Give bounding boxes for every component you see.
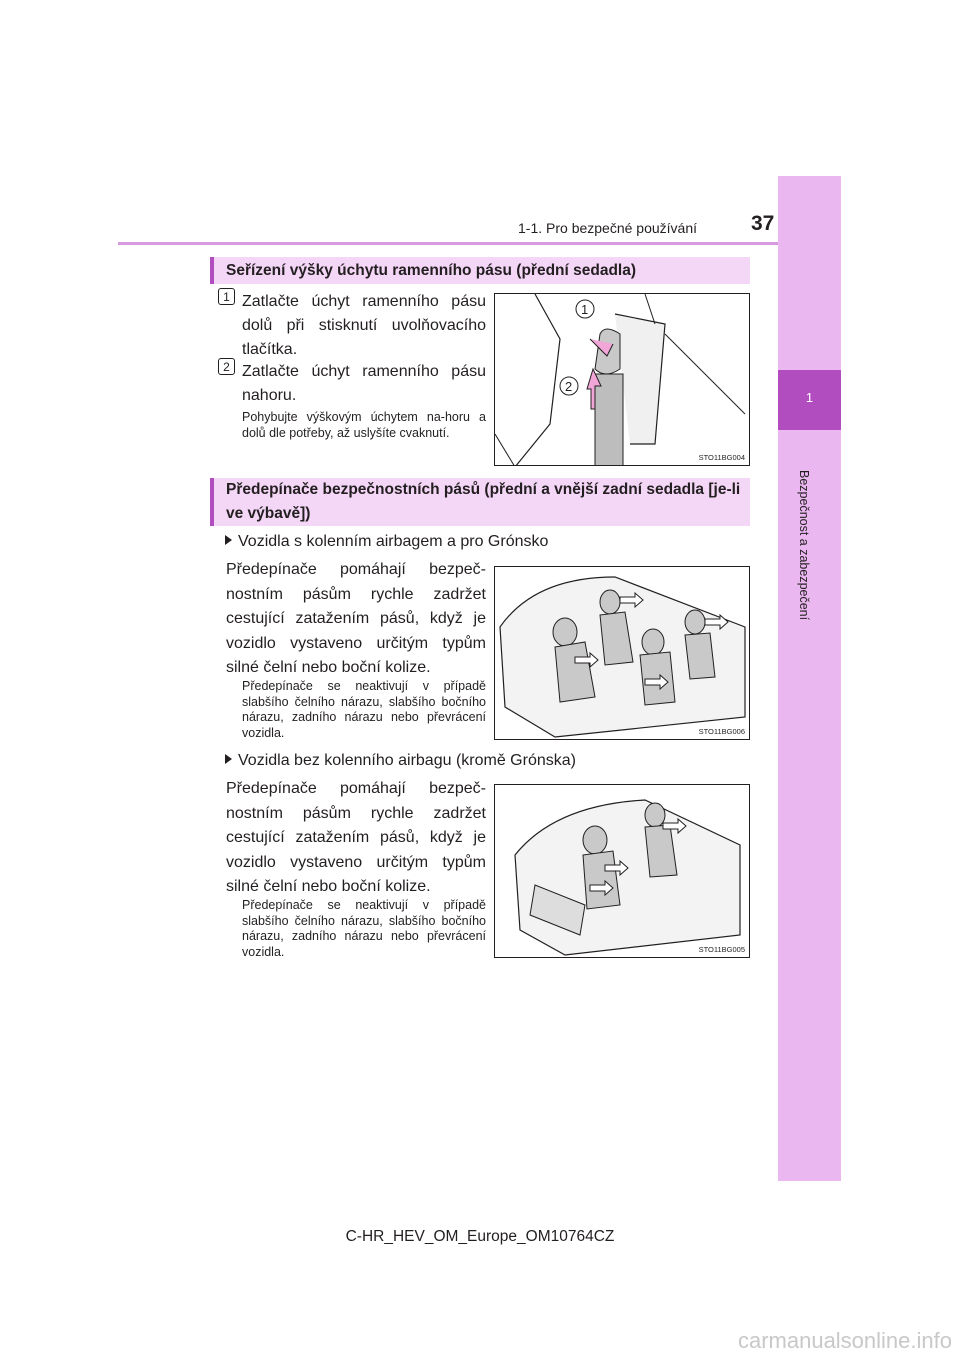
section-title: 1-1. Pro bezpečné používání xyxy=(518,220,698,236)
pretensioner-note-1: Předepínače se neaktivují v případě slabšího čelního nárazu, slabšího bočního nárazu, zadního nárazu nebo převrácení vozidla. xyxy=(242,679,486,740)
watermark: carmanualsonline.info xyxy=(737,1328,952,1353)
chapter-label: Bezpečnost a zabezpečení xyxy=(797,470,811,621)
step-2-note: Pohybujte výškovým úchytem na-horu a dolů dle potřeby, až uslyšíte cvaknutí. xyxy=(242,410,486,440)
pretensioner-text-1: Předepínače pomáhají bezpeč-nostním pásům rychle zadržet cestující zatažením pásů, když je vozidlo vystaveno určitým typům silné čelní nebo boční kolize. xyxy=(226,561,486,676)
figure-pretensioner-knee-airbag xyxy=(494,566,750,740)
step-1-marker: 1 xyxy=(218,288,235,305)
pretensioner-text-2: Předepínače pomáhají bezpeč-nostním pásům rychle zadržet cestující zatažením pásů, když je vozidlo vystaveno určitým typům silné čelní nebo boční kolize. xyxy=(226,780,486,895)
header-rule xyxy=(118,242,778,245)
bullet-knee-airbag-text: Vozidla s kolenním airbagem a pro Grónsko xyxy=(238,533,549,550)
figure-code-1: STO11BG004 xyxy=(698,453,745,462)
bullet-no-knee-airbag xyxy=(225,752,576,770)
step-2-marker: 2 xyxy=(218,358,235,375)
shoulder-anchor-illustration xyxy=(495,294,750,466)
callout-2: 2 xyxy=(565,379,573,394)
bullet-no-knee-airbag-text: Vozidla bez kolenního airbagu (kromě Grónska) xyxy=(238,752,576,769)
callout-1: 1 xyxy=(581,302,589,317)
chapter-number: 1 xyxy=(805,390,814,405)
triangle-bullet-icon xyxy=(225,754,232,764)
chapter-side-tab xyxy=(778,176,841,1181)
section-heading-pretensioners: Předepínače bezpečnostních pásů (přední a vnější zadní sedadla [je-li ve výbavě]) xyxy=(210,478,750,526)
figure-shoulder-anchor xyxy=(494,293,750,466)
car-interior-illustration-1 xyxy=(495,567,750,740)
page-number: 37 xyxy=(751,212,775,235)
bullet-knee-airbag xyxy=(225,533,548,551)
chapter-label-wrapper xyxy=(797,470,817,670)
figure-code-2: STO11BG006 xyxy=(698,727,745,736)
pretensioner-note-2: Předepínače se neaktivují v případě slabšího čelního nárazu, slabšího bočního nárazu, zadního nárazu nebo převrácení vozidla. xyxy=(242,898,486,959)
step-2-text: Zatlačte úchyt ramenního pásu nahoru. xyxy=(242,363,486,404)
section-heading-shoulder-anchor: Seřízení výšky úchytu ramenního pásu (přední sedadla) xyxy=(210,257,750,284)
figure-pretensioner-no-knee-airbag xyxy=(494,784,750,958)
step-1-text: Zatlačte úchyt ramenního pásu dolů při stisknutí uvolňovacího tlačítka. xyxy=(242,293,486,358)
triangle-bullet-icon xyxy=(225,535,232,545)
figure-code-3: STO11BG005 xyxy=(698,945,745,954)
document-code: C-HR_HEV_OM_Europe_OM10764CZ xyxy=(345,1228,615,1245)
car-interior-illustration-2 xyxy=(495,785,750,958)
